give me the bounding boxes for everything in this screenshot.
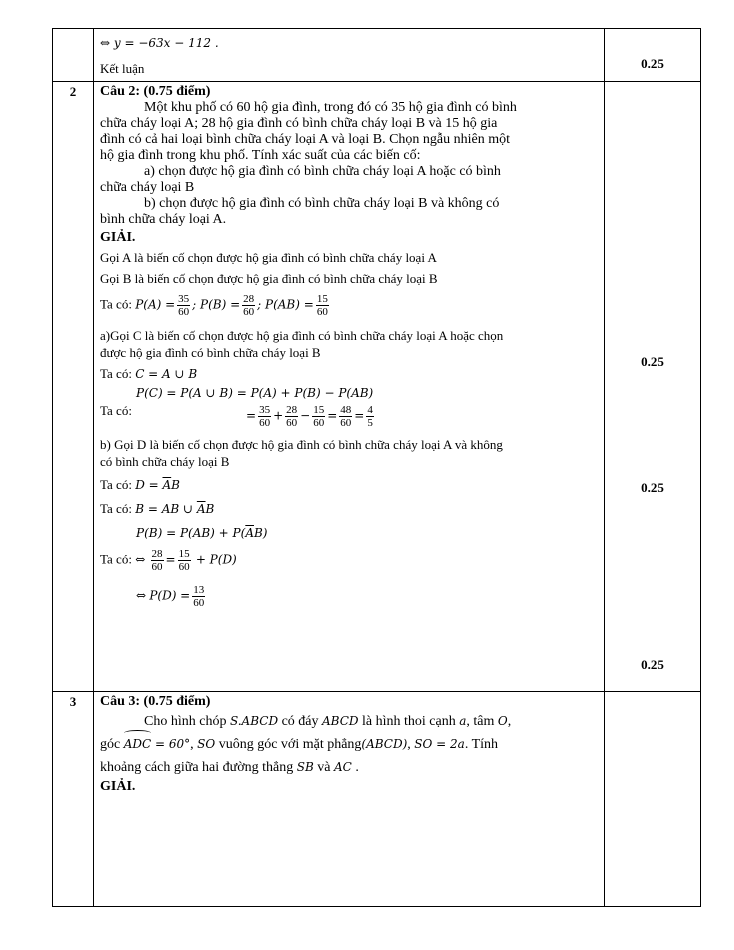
math-bar-a: $\overline{A}$ [196,502,206,516]
table-row [53,29,701,82]
pb-equation [100,524,598,542]
denominator: 60 [243,306,255,318]
row-number: 3 [53,692,94,907]
denominator: 60 [178,306,190,318]
math-text: P(B) = P(AB) + P( [136,526,246,540]
solution-line: Gọi B là biến cố chọn được hộ gia đình có bình chữa cháy loại B [100,271,438,286]
probabilities-line [100,293,598,323]
score-value: 0.25 [641,480,664,495]
math-text: C = A ∪ B [135,367,198,381]
equation-line: ⇔ y = −63x − 112 . [100,36,219,50]
ta-co-label: Ta có: [100,551,132,567]
score-value: 0.25 [641,56,664,71]
row-number: 2 [53,82,94,692]
pd-eq-line: Ta có: ⇔ $\frac{28}{60}$ = $\frac{15}{60}$ + P(D) [100,548,237,573]
numerator: 15 [316,293,328,305]
fraction: $\frac{13}{60}$ [193,584,205,609]
problem-line: b) chọn được hộ gia đình có bình chữa cháy loại B và không có [144,196,500,211]
math-text: B = AB ∪ [135,502,197,516]
row-content [94,82,605,692]
math-text: ; P(AB) = [257,297,314,312]
math-text: B [205,502,215,516]
ta-co-label: Ta có: [100,477,132,492]
problem-line: đình có cả hai loại bình chữa cháy loại A và loại B. Chọn ngẫu nhiên một [100,132,510,147]
math-text: ; P(B) = [192,297,241,312]
row-number [53,29,94,82]
math-text: + P(D) [195,552,237,567]
problem-line: Cho hình chóp S.ABCD có đáy ABCD là hình thoi cạnh a, tâm O, [144,714,512,729]
table-row [53,82,701,692]
math-bar-a: $\overline{A}$ [162,478,172,492]
fraction: $\frac{28}{60}$ [151,548,163,573]
problem-line: hộ gia đình trong khu phố. Tính xác suất của các biến cố: [100,148,421,163]
b-union-line [100,500,598,518]
ta-co-label: Ta có: [100,296,132,312]
numerator: 28 [243,293,255,305]
score-cell [605,82,701,692]
c-union-line [100,365,598,383]
angle-arc: ADC [124,733,151,755]
problem-line: a) chọn được hộ gia đình có bình chữa cháy loại A hoặc có bình [144,164,501,179]
denominator: 60 [316,306,328,318]
question-title: Câu 3: (0.75 điểm) [100,694,211,709]
pc-value-line [100,402,598,432]
conclusion-text: Kết luận [100,61,145,76]
fraction [177,293,190,318]
fraction: $\frac{28}{60}$ [286,404,298,429]
fraction [316,293,329,318]
fraction: $\frac{4}{5}$ [367,404,373,429]
math-text: P(D) = [149,588,191,603]
solution-label: GIẢI. [100,779,136,794]
iff-symbol: ⇔ [136,588,147,603]
ta-co-label: Ta có: [100,501,132,516]
score-cell [605,29,701,82]
pd-result-line [100,584,598,614]
row-content [94,692,605,907]
iff-symbol: ⇔ [135,552,146,567]
score-value: 0.25 [641,354,664,369]
math-text: B) [253,526,268,540]
ta-co-label: Ta có: [100,403,132,418]
question-title: Câu 2: (0.75 điểm) [100,84,211,99]
fraction [242,293,255,318]
pc-fraction-chain: = $\frac{35}{60}$ + $\frac{28}{60}$ − $\frac{15}{60}$ = $\frac{48}{60}$ = $\frac{4}{5}$ [246,404,373,429]
row-content [94,29,605,82]
solution-line: Gọi A là biến cố chọn được hộ gia đình có bình chữa cháy loại A [100,250,437,265]
problem-line: chữa cháy loại B [100,180,195,195]
problem-line: bình chữa cháy loại A. [100,212,227,227]
solution-line: b) Gọi D là biến cố chọn được hộ gia đình có bình chữa cháy loại A và không [100,437,503,452]
problem-line: góc ADC = 60°, SO vuông góc với mặt phẳng(ABCD), SO = 2a. Tính [100,733,598,756]
score-value: 0.25 [641,657,664,672]
numerator: 35 [178,293,190,305]
math-bar-a: $\overline{A}$ [245,526,254,540]
math-text: P(A) = [135,297,176,312]
fraction: $\frac{15}{60}$ [313,404,325,429]
table-row [53,692,701,907]
solution-line: a)Gọi C là biến cố chọn được hộ gia đình có bình chữa cháy loại A hoặc chọn [100,328,504,343]
pc-equation: P(C) = P(A ∪ B) = P(A) + P(B) − P(AB) [136,386,374,400]
fraction: $\frac{35}{60}$ [259,404,271,429]
answer-table [52,28,701,907]
problem-line: Một khu phố có 60 hộ gia đình, trong đó có 35 hộ gia đình có bình [144,100,517,115]
fraction: $\frac{48}{60}$ [340,404,352,429]
d-definition-line [100,476,598,494]
score-cell [605,692,701,907]
ta-co-label: Ta có: [100,366,132,381]
fraction: $\frac{15}{60}$ [178,548,190,573]
math-text: D = [135,478,163,492]
solution-line: có bình chữa cháy loại B [100,454,230,469]
solution-label: GIẢI. [100,230,136,245]
problem-line: chữa cháy loại A; 28 hộ gia đình có bình chữa cháy loại B và 15 hộ gia [100,116,498,131]
problem-line: khoảng cách giữa hai đường thẳng SB và AC . [100,760,359,775]
solution-line: được hộ gia đình có bình chữa cháy loại B [100,345,321,360]
math-text: B [171,478,180,492]
